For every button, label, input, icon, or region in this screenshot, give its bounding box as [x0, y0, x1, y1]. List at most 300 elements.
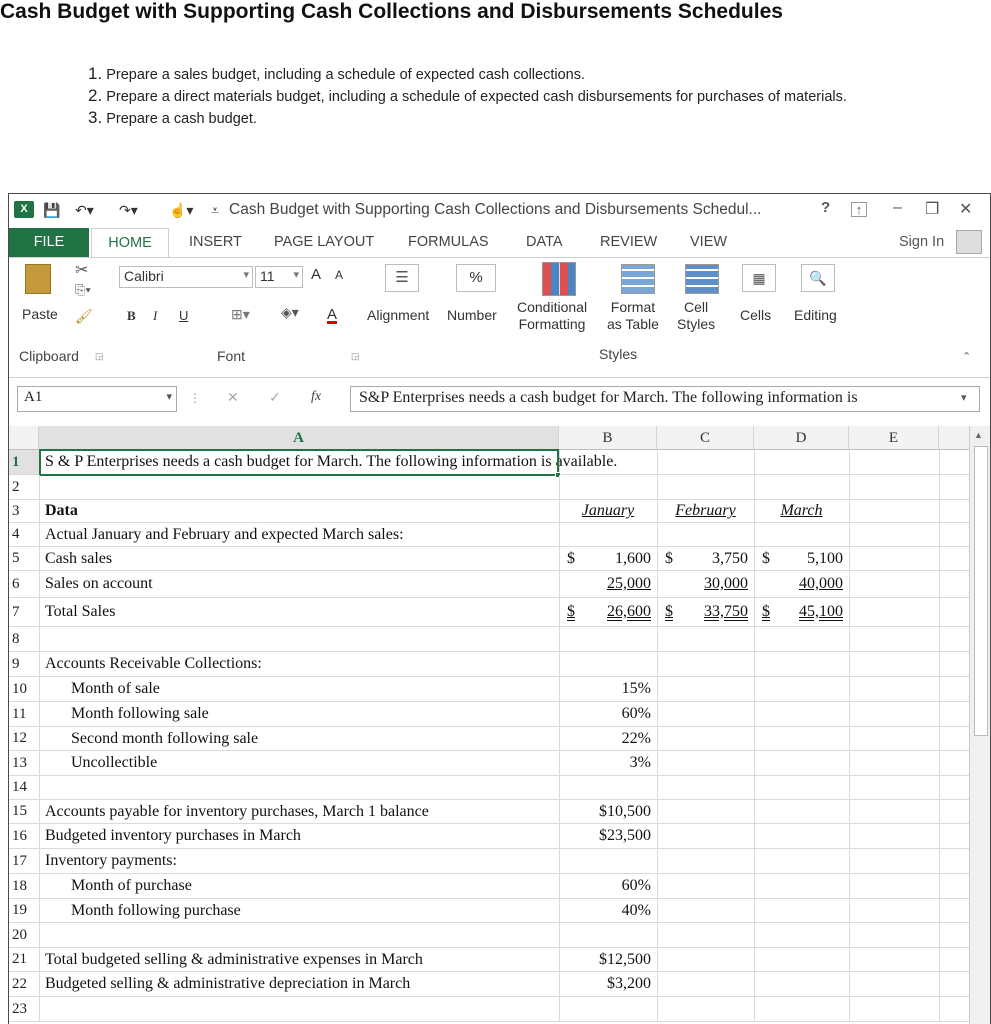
table-row — [9, 652, 969, 677]
excel-logo-icon: X — [14, 201, 34, 218]
gridline — [39, 997, 40, 1021]
row-header[interactable]: 2 — [9, 475, 39, 499]
column-header-e[interactable]: E — [849, 426, 939, 450]
cell-d[interactable] — [754, 598, 849, 626]
cell-c[interactable]: February — [675, 502, 736, 519]
conditional-formatting-icon — [542, 262, 576, 296]
gridline — [559, 627, 560, 651]
tab-file[interactable]: FILE — [9, 228, 89, 257]
cell-a[interactable]: Sales on account — [45, 575, 153, 592]
table-row — [9, 948, 969, 972]
gridline — [657, 899, 658, 922]
gridline — [939, 751, 940, 775]
gridline — [754, 824, 755, 848]
gridline — [849, 677, 850, 701]
tab-page-layout[interactable]: PAGE LAYOUT — [274, 234, 375, 250]
table-row — [9, 874, 969, 899]
table-row — [9, 751, 969, 776]
gridline — [939, 500, 940, 522]
name-box[interactable] — [17, 386, 177, 412]
cut-icon[interactable]: ✂ — [75, 262, 89, 279]
font-name-value: Calibri — [124, 268, 164, 284]
table-row — [9, 677, 969, 702]
gridline — [39, 923, 40, 947]
number-format-icon: % — [456, 264, 496, 292]
cell-b[interactable]: 22% — [621, 729, 651, 747]
gridline — [39, 627, 40, 651]
table-row — [9, 475, 969, 500]
cell-d[interactable]: March — [780, 502, 823, 519]
cell-a[interactable]: Actual January and February and expected March sales: — [45, 525, 404, 543]
instruction-text: Prepare a sales budget, including a schedule of expected cash collections. — [106, 67, 585, 83]
confirm-entry-icon[interactable]: ✓ — [269, 389, 281, 405]
table-row — [9, 523, 969, 547]
instruction-number: 2. — [88, 86, 103, 105]
gridline — [657, 776, 658, 799]
cancel-entry-icon[interactable]: ✕ — [227, 389, 239, 405]
conditional-label-1: Conditional — [517, 299, 588, 315]
gridline — [939, 652, 940, 676]
bold-button[interactable]: B — [127, 308, 136, 323]
gridline — [754, 874, 755, 898]
cell-b[interactable]: $23,500 — [599, 827, 651, 844]
underline-button[interactable]: U — [179, 308, 189, 323]
gridline — [849, 874, 850, 898]
gridline — [849, 523, 850, 546]
cell-b[interactable]: 60% — [621, 877, 651, 894]
gridline — [39, 547, 40, 570]
row-header[interactable]: 16 — [9, 824, 39, 848]
cell-value: 5,100 — [807, 549, 843, 567]
gridline — [939, 571, 940, 597]
excel-window — [8, 193, 991, 1024]
format-as-table-icon — [621, 264, 655, 294]
row-header[interactable]: 15 — [9, 800, 39, 823]
cell-a[interactable]: Month of purchase — [71, 877, 192, 894]
table-row — [9, 800, 969, 824]
cell-a[interactable]: Month of sale — [71, 680, 160, 697]
row-header[interactable]: 22 — [9, 972, 39, 996]
gridline — [849, 849, 850, 873]
expand-formula-icon[interactable]: ▾ — [961, 392, 967, 404]
paste-button[interactable]: Paste — [22, 306, 58, 322]
scrollbar-thumb[interactable] — [974, 446, 988, 736]
ribbon-display-icon[interactable]: ↑ — [851, 202, 867, 217]
gridline — [939, 677, 940, 701]
row-header[interactable]: 5 — [9, 547, 39, 570]
gridline — [39, 523, 40, 546]
gridline — [39, 677, 40, 701]
number-button[interactable]: Number — [447, 307, 497, 323]
gridline — [657, 475, 658, 499]
gridline — [657, 702, 658, 726]
row-header[interactable]: 8 — [9, 627, 39, 651]
gridline — [39, 776, 40, 799]
gridline — [39, 702, 40, 726]
sign-in-link[interactable]: Sign In — [899, 234, 945, 250]
cell-value: 26,600 — [607, 603, 651, 620]
cell-a[interactable]: S & P Enterprises needs a cash budget for March. The following information is available. — [45, 453, 618, 470]
cell-value: 40,000 — [799, 575, 843, 592]
conditional-label-2: Formatting — [518, 316, 586, 332]
gridline — [849, 627, 850, 651]
row-header[interactable]: 20 — [9, 923, 39, 947]
row-header[interactable]: 10 — [9, 677, 39, 701]
row-header[interactable]: 1 — [9, 450, 39, 474]
currency-symbol: $ — [665, 549, 673, 567]
gridline — [39, 899, 40, 922]
gridline — [754, 948, 755, 971]
ribbon — [9, 257, 991, 378]
row-header[interactable]: 18 — [9, 874, 39, 898]
copy-icon[interactable]: ⎘▾ — [75, 282, 91, 297]
avatar[interactable] — [956, 230, 982, 254]
gridline — [657, 824, 658, 848]
gridline — [754, 677, 755, 701]
cell-styles-icon — [685, 264, 719, 294]
cell-a[interactable]: Accounts Receivable Collections: — [45, 655, 262, 672]
gridline — [939, 776, 940, 799]
alignment-icon: ☰ — [385, 264, 419, 292]
gridline — [39, 571, 40, 597]
table-row — [9, 776, 969, 800]
help-button[interactable]: ? — [821, 199, 831, 216]
gridline — [849, 800, 850, 823]
gridline — [754, 899, 755, 922]
gridline — [657, 923, 658, 947]
save-icon[interactable]: 💾 — [43, 202, 61, 218]
gridline — [657, 627, 658, 651]
gridline — [39, 500, 40, 522]
gridline — [754, 849, 755, 873]
cell-styles-button[interactable] — [677, 299, 715, 333]
gridline — [939, 627, 940, 651]
gridline — [939, 547, 940, 570]
gridline — [754, 923, 755, 947]
gridline — [559, 997, 560, 1021]
gridline — [849, 500, 850, 522]
gridline — [39, 450, 40, 474]
chevron-down-icon: ▾ — [166, 391, 172, 403]
font-color-button[interactable]: A — [327, 306, 338, 323]
gridline — [39, 948, 40, 971]
gridline — [939, 899, 940, 922]
font-group-label: Font — [217, 348, 246, 364]
gridline — [657, 849, 658, 873]
table-row — [9, 450, 969, 475]
instruction-2 — [88, 86, 847, 106]
cell-a[interactable]: Inventory payments: — [45, 852, 177, 869]
currency-symbol: $ — [567, 549, 575, 567]
cell-b[interactable]: 15% — [621, 680, 651, 697]
grow-font-button[interactable]: A — [311, 266, 322, 283]
vertical-scrollbar[interactable] — [969, 426, 991, 1024]
gridline — [849, 972, 850, 996]
cell-b[interactable]: $3,200 — [607, 975, 651, 992]
cell-c[interactable] — [657, 571, 754, 597]
row-header[interactable]: 11 — [9, 702, 39, 726]
table-row — [9, 972, 969, 997]
gridline — [939, 874, 940, 898]
column-header-c[interactable]: C — [657, 426, 754, 450]
customize-toolbar-icon[interactable]: ⩡ — [211, 202, 219, 218]
gridline — [754, 972, 755, 996]
row-header[interactable]: 7 — [9, 598, 39, 626]
cell-a[interactable]: Month following purchase — [71, 901, 241, 919]
clipboard-group-label: Clipboard — [19, 348, 79, 364]
cell-value: 30,000 — [704, 575, 748, 592]
cell-b[interactable]: January — [581, 502, 635, 519]
gridline — [939, 972, 940, 996]
row-header[interactable]: 3 — [9, 500, 39, 522]
instruction-number: 1. — [88, 64, 103, 83]
cell-styles-label-1: Cell — [684, 299, 709, 315]
currency-symbol: $ — [762, 549, 770, 567]
instruction-number: 3. — [88, 108, 103, 127]
alignment-button[interactable]: Alignment — [367, 307, 430, 323]
undo-icon[interactable]: ↶▾ — [75, 202, 94, 218]
select-all-corner[interactable] — [9, 426, 39, 450]
table-row — [9, 899, 969, 923]
tab-data[interactable]: DATA — [526, 234, 563, 250]
gridline — [754, 627, 755, 651]
gridline — [939, 523, 940, 546]
dialog-launcher-icon[interactable]: ◲ — [351, 351, 360, 361]
row-header[interactable]: 14 — [9, 776, 39, 799]
gridline — [849, 948, 850, 971]
cell-d[interactable] — [754, 571, 849, 597]
cell-a[interactable]: Uncollectible — [71, 754, 158, 771]
gridline — [559, 849, 560, 873]
table-row — [9, 849, 969, 874]
gridline — [754, 997, 755, 1021]
gridline — [657, 677, 658, 701]
column-header-b[interactable]: B — [559, 426, 657, 450]
cell-value: 33,750 — [704, 603, 748, 620]
cell-value: 25,000 — [607, 575, 651, 592]
gridline — [39, 849, 40, 873]
touch-mode-icon[interactable]: ☝▾ — [169, 202, 194, 218]
row-header[interactable]: 6 — [9, 571, 39, 597]
conditional-formatting-button[interactable] — [517, 299, 587, 333]
tab-insert[interactable]: INSERT — [189, 234, 242, 250]
row-header[interactable]: 12 — [9, 727, 39, 750]
cell-value: 1,600 — [615, 549, 651, 567]
row-header[interactable]: 23 — [9, 997, 39, 1021]
table-row — [9, 997, 969, 1022]
gridline — [657, 727, 658, 750]
borders-icon[interactable]: ⊞▾ — [231, 306, 250, 322]
shrink-font-button[interactable]: A — [335, 268, 344, 282]
restore-icon[interactable]: ❐ — [925, 201, 940, 218]
gridline — [849, 652, 850, 676]
table-row — [9, 598, 969, 627]
cell-value: 3,750 — [712, 549, 748, 567]
cell-b[interactable]: 60% — [621, 705, 651, 722]
gridline — [39, 598, 40, 626]
row-header[interactable]: 19 — [9, 899, 39, 922]
tab-home[interactable]: HOME — [91, 228, 169, 258]
gridline — [754, 800, 755, 823]
gridline — [754, 475, 755, 499]
cell-c[interactable] — [657, 598, 754, 626]
table-row — [9, 727, 969, 751]
gridline — [657, 972, 658, 996]
instruction-1 — [88, 64, 585, 84]
gridline — [939, 849, 940, 873]
gridline — [559, 475, 560, 499]
cell-a[interactable]: Budgeted selling & administrative depreciation in March — [45, 975, 411, 992]
cell-value: 45,100 — [799, 603, 843, 620]
cell-b[interactable]: $12,500 — [599, 950, 651, 968]
cell-a[interactable]: Second month following sale — [71, 729, 259, 747]
gridline — [939, 450, 940, 474]
currency-symbol: $ — [762, 603, 770, 620]
gridline — [657, 652, 658, 676]
gridline — [657, 800, 658, 823]
cell-a[interactable]: Cash sales — [45, 549, 113, 567]
gridline — [657, 997, 658, 1021]
cell-a[interactable]: Month following sale — [71, 705, 209, 722]
gridline — [849, 598, 850, 626]
table-row — [9, 547, 969, 571]
gridline — [39, 874, 40, 898]
scroll-up-icon[interactable]: ▲ — [974, 430, 983, 440]
collapse-ribbon-icon[interactable]: ⌃ — [962, 351, 972, 363]
styles-group-label: Styles — [599, 346, 638, 362]
row-header[interactable]: 4 — [9, 523, 39, 546]
gridline — [939, 702, 940, 726]
gridline — [754, 450, 755, 474]
cell-a[interactable]: Budgeted inventory purchases in March — [45, 827, 301, 844]
italic-button[interactable]: I — [153, 308, 158, 323]
cell-b[interactable]: 40% — [621, 901, 651, 919]
gridline — [939, 800, 940, 823]
gridline — [657, 523, 658, 546]
gridline — [559, 523, 560, 546]
gridline — [849, 776, 850, 799]
redo-icon[interactable]: ↷▾ — [119, 202, 138, 218]
gridline — [939, 598, 940, 626]
tab-formulas[interactable]: FORMULAS — [408, 234, 489, 250]
gridline — [657, 874, 658, 898]
cell-a[interactable]: Total budgeted selling & administrative expenses in March — [45, 950, 423, 968]
cells-button[interactable]: Cells — [740, 307, 772, 323]
gridline — [849, 450, 850, 474]
gridline — [939, 475, 940, 499]
row-header[interactable]: 9 — [9, 652, 39, 676]
paste-icon[interactable] — [25, 264, 51, 294]
gridline — [939, 824, 940, 848]
window-title: Cash Budget with Supporting Cash Collections and Disbursements Schedul... — [229, 201, 762, 218]
gridline — [754, 652, 755, 676]
editing-button[interactable]: Editing — [794, 307, 837, 323]
row-header[interactable]: 17 — [9, 849, 39, 873]
currency-symbol: $ — [665, 603, 673, 620]
gridline — [939, 948, 940, 971]
gridline — [39, 824, 40, 848]
gridline — [849, 702, 850, 726]
formula-input[interactable]: S&P Enterprises needs a cash budget for March. The following information is — [350, 386, 980, 412]
gridline — [939, 727, 940, 750]
gridline — [559, 923, 560, 947]
cell-c[interactable] — [657, 547, 754, 570]
gridline — [559, 652, 560, 676]
gridline — [39, 652, 40, 676]
gridline — [657, 751, 658, 775]
fill-color-icon[interactable]: ◈▾ — [281, 304, 299, 320]
currency-symbol: $ — [567, 603, 575, 620]
gridline — [849, 923, 850, 947]
gridline — [754, 751, 755, 775]
close-icon[interactable]: ✕ — [959, 201, 973, 218]
gridline — [849, 475, 850, 499]
gridline — [39, 800, 40, 823]
chevron-down-icon: ▾ — [293, 269, 299, 281]
font-size-select[interactable] — [255, 266, 303, 288]
gridline — [849, 727, 850, 750]
gridline — [754, 702, 755, 726]
table-row — [9, 500, 969, 523]
tab-view[interactable]: VIEW — [690, 234, 728, 250]
cell-b[interactable] — [559, 598, 657, 626]
gridline — [754, 727, 755, 750]
cell-a[interactable]: Accounts payable for inventory purchases, March 1 balance — [45, 802, 429, 820]
insert-function-button[interactable]: fx — [311, 389, 322, 404]
gridline — [849, 751, 850, 775]
column-header-blank — [939, 426, 969, 450]
gridline — [559, 776, 560, 799]
gridline — [849, 571, 850, 597]
column-header-d[interactable]: D — [754, 426, 849, 450]
instruction-text: Prepare a cash budget. — [106, 111, 257, 127]
gridline — [657, 948, 658, 971]
format-painter-icon[interactable]: 🖌 — [75, 308, 93, 324]
instruction-text: Prepare a direct materials budget, including a schedule of expected cash disbursements for purchases of materials. — [106, 89, 847, 105]
table-row — [9, 824, 969, 849]
format-label-2: as Table — [607, 316, 659, 332]
gridline — [849, 997, 850, 1021]
cell-b[interactable] — [559, 547, 657, 570]
gridline — [39, 751, 40, 775]
cell-b[interactable] — [559, 571, 657, 597]
name-box-value: A1 — [24, 389, 43, 405]
find-icon: 🔍 — [801, 264, 835, 292]
cell-b[interactable]: $10,500 — [599, 802, 651, 820]
gridline — [39, 972, 40, 996]
cell-d[interactable] — [754, 547, 849, 570]
gridline — [849, 824, 850, 848]
column-header-a[interactable]: A — [39, 426, 559, 450]
row-header[interactable]: 21 — [9, 948, 39, 971]
cell-a[interactable]: Data — [45, 502, 78, 519]
font-name-select[interactable] — [119, 266, 253, 288]
table-row — [9, 627, 969, 652]
format-as-table-button[interactable] — [607, 299, 659, 333]
row-header[interactable]: 13 — [9, 751, 39, 775]
more-icon: ⋮ — [189, 391, 201, 405]
page-title: Cash Budget with Supporting Cash Collections and Disbursements Schedules — [0, 0, 783, 23]
cells-icon: ▦ — [742, 264, 776, 292]
tab-review[interactable]: REVIEW — [600, 234, 658, 250]
dialog-launcher-icon[interactable]: ◲ — [95, 351, 104, 361]
minimize-icon[interactable]: – — [893, 199, 902, 216]
gridline — [754, 776, 755, 799]
cell-a[interactable]: Total Sales — [45, 603, 116, 620]
table-row — [9, 923, 969, 948]
cell-b[interactable]: 3% — [629, 754, 651, 771]
gridline — [657, 450, 658, 474]
